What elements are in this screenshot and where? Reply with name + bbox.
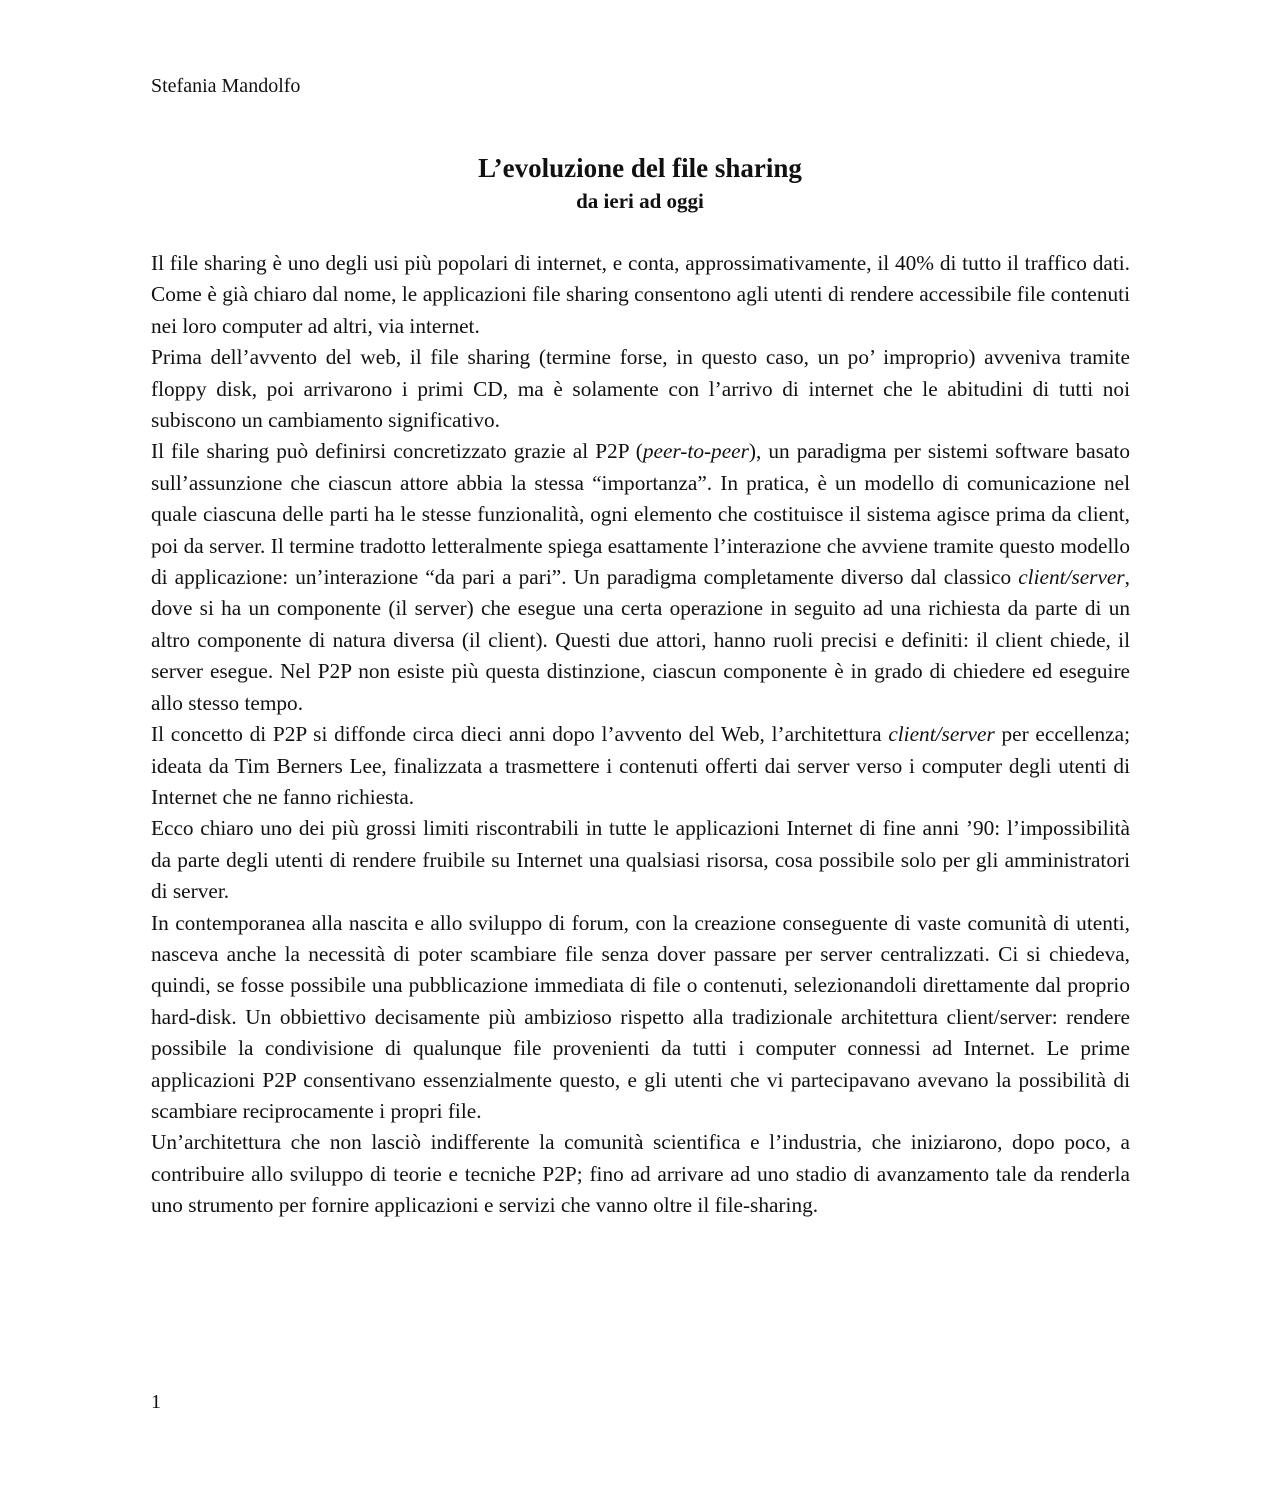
paragraph-3-italic-client-server: client/server — [1018, 565, 1125, 590]
paragraph-6: In contemporanea alla nascita e allo sviluppo di forum, con la creazione conseguente di vaste comunità di utenti, nasceva anche la necessità di poter scambiare file senza dover passare per server centralizzati. Ci si chiedeva, quindi, se fosse possibile una pubblicazione immediata di file o contenuti, selezionandoli direttamente dal proprio hard-disk. Un obbiettivo decisamente più ambizioso rispetto alla tradizionale architettura client/server: rendere possibile la condivisione di qualunque file provenienti da tutti i computer connessi ad Internet. Le prime applicazioni P2P consentivano essenzialmente questo, e gli utenti che vi partecipavano avevano la possibilità di scambiare reciprocamente i propri file. — [151, 910, 1130, 1123]
paragraph-3-italic-peer-to-peer: peer-to-peer — [642, 439, 749, 464]
paragraph-3 — [151, 436, 1130, 719]
paragraph-4 — [151, 719, 1130, 813]
paragraph-3-part-c: ), un paradigma per sistemi software basato sull’assunzione che ciascun attore abbia la stessa “importanza”. In pratica, è un modello di comunicazione nel quale ciascuna delle parti ha le stesse funzionalità, ogni elemento che costituisce il sistema agisce prima da client, poi da server. Il termine tradotto letteralmente spiega esattamente l’interazione che avviene tramite questo modello di applicazione: un’interazione “da pari a pari”. Un paradigma completamente diverso dal classico — [151, 439, 1130, 590]
paragraph-4-part-a: Il concetto di P2P si diffonde circa dieci anni dopo l’avvento del Web, l’architettura — [151, 722, 889, 747]
paragraph-7: Un’architettura che non lasciò indifferente la comunità scientifica e l’industria, che iniziarono, dopo poco, a contribuire allo sviluppo di teorie e tecniche P2P; fino ad arrivare ad uno stadio di avanzamento tale da renderla uno strumento per fornire applicazioni e servizi che vanno oltre il file-sharing. — [151, 1130, 1130, 1218]
paragraph-3-part-e: , dove si ha un componente (il server) che esegue una certa operazione in seguito ad una richiesta da parte di un altro componente di natura diversa (il client). Questi due attori, hanno ruoli precisi e definiti: il client chiede, il server esegue. Nel P2P non esiste più questa distinzione, ciascun componente è in grado di chiedere ed eseguire allo stesso tempo. — [151, 565, 1130, 715]
paragraph-4-italic-client-server: client/server — [888, 722, 995, 747]
document-subtitle: da ieri ad oggi — [576, 189, 704, 213]
paragraph-3-part-a: Il file sharing può definirsi concretizzato grazie al P2P ( — [151, 439, 643, 464]
page-number: 1 — [151, 1391, 161, 1413]
paragraph-4-part-c: per eccellenza; ideata da Tim Berners Lee, finalizzata a trasmettere i contenuti offerti dai server verso i computer degli utenti di Internet che ne fanno richiesta. — [151, 722, 1130, 809]
body-text — [151, 248, 1130, 1222]
author-name: Stefania Mandolfo — [151, 75, 301, 97]
paragraph-2: Prima dell’avvento del web, il file sharing (termine forse, in questo caso, un po’ improprio) avveniva tramite floppy disk, poi arrivarono i primi CD, ma è solamente con l’arrivo di internet che le abitudini di tutti noi subiscono un cambiamento significativo. — [151, 345, 1130, 433]
document-title: L’evoluzione del file sharing — [478, 153, 802, 183]
paragraph-1: Il file sharing è uno degli usi più popolari di internet, e conta, approssimativamente, il 40% di tutto il traffico dati. Come è già chiaro dal nome, le applicazioni file sharing consentono agli utenti di rendere accessibile file contenuti nei loro computer ad altri, via internet. — [151, 251, 1130, 338]
paragraph-5: Ecco chiaro uno dei più grossi limiti riscontrabili in tutte le applicazioni Internet di fine anni ’90: l’impossibilità da parte degli utenti di rendere fruibile su Internet una qualsiasi risorsa, cosa possibile solo per gli amministratori di server. — [151, 816, 1130, 904]
